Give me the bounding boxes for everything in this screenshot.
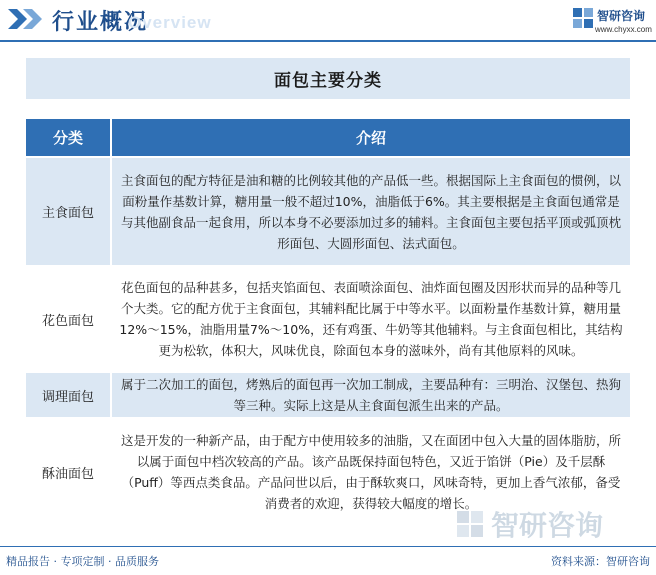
table-row (26, 417, 630, 525)
table-header (26, 119, 630, 156)
row-description: 主食面包的配方特征是油和糖的比例较其他的产品低一些。根据国际上主食面包的惯例，以面粉量作基数计算，糖用量一般不超过10%，油脂低于6%。其主要根据是主食面包通常是与其他副食品一起食用，所以本身不必要添加过多的辅料。主食面包主要包括平顶或弧顶枕形面包、大圆形面包、法式面包。 (110, 158, 630, 265)
page-header (0, 0, 656, 40)
table-row (26, 265, 630, 371)
double-chevron-icon (8, 9, 48, 29)
table-row (26, 371, 630, 417)
footer-slogan: 精品报告 · 专项定制 · 品质服务 (6, 555, 159, 568)
brand-logo (573, 6, 653, 40)
footer-divider (0, 546, 656, 547)
row-description: 花色面包的品种甚多，包括夹馅面包、表面喷涂面包、油炸面包圈及因形状而异的品种等几个大类。它的配方优于主食面包，其辅料配比属于中等水平。以面粉量作基数计算，糖用量12%～15%，油脂用量7%～10%，还有鸡蛋、牛奶等其他辅料。与主食面包相比，其结构更为松软，体积大，风味优良，除面包本身的滋味外，尚有其他原料的风味。 (110, 267, 630, 371)
table-title: 面包主要分类 (26, 58, 630, 99)
header-divider (0, 40, 656, 42)
section-title: 行业概况 (52, 10, 149, 35)
row-category: 主食面包 (41, 206, 94, 221)
row-description: 属于二次加工的面包，烤熟后的面包再一次加工制成，主要品种有：三明治、汉堡包、热狗等三种。实际上这是从主食面包派生出来的产品。 (110, 373, 630, 417)
row-category: 酥油面包 (41, 466, 94, 482)
row-description: 这是开发的一种新产品，由于配方中使用较多的油脂，又在面团中包入大量的固体脂肪，所以属于面包中档次较高的产品。该产品既保持面包特色，又近于馅饼（Pie）及千层酥（Puff）等西点类食品。产品问世以后，由于酥软爽口，风味奇特，更加上香气浓郁，备受消费者的欢迎，获得较大幅度的增长。 (110, 419, 630, 525)
table-row (26, 156, 630, 265)
row-category: 花色面包 (41, 313, 94, 329)
row-category: 调理面包 (41, 389, 94, 405)
column-header-category: 分类 (52, 129, 83, 147)
footer-source: 资料来源：智研咨询 (551, 555, 650, 568)
brand-logo-icon (573, 8, 593, 28)
bread-classification-table (26, 119, 630, 525)
section-subtitle: Overview (128, 13, 212, 32)
brand-url: www.chyxx.com (595, 25, 652, 34)
column-header-description: 介绍 (110, 119, 630, 156)
watermark-text: 智研咨询 (491, 509, 604, 542)
brand-name: 智研咨询 (597, 9, 646, 23)
